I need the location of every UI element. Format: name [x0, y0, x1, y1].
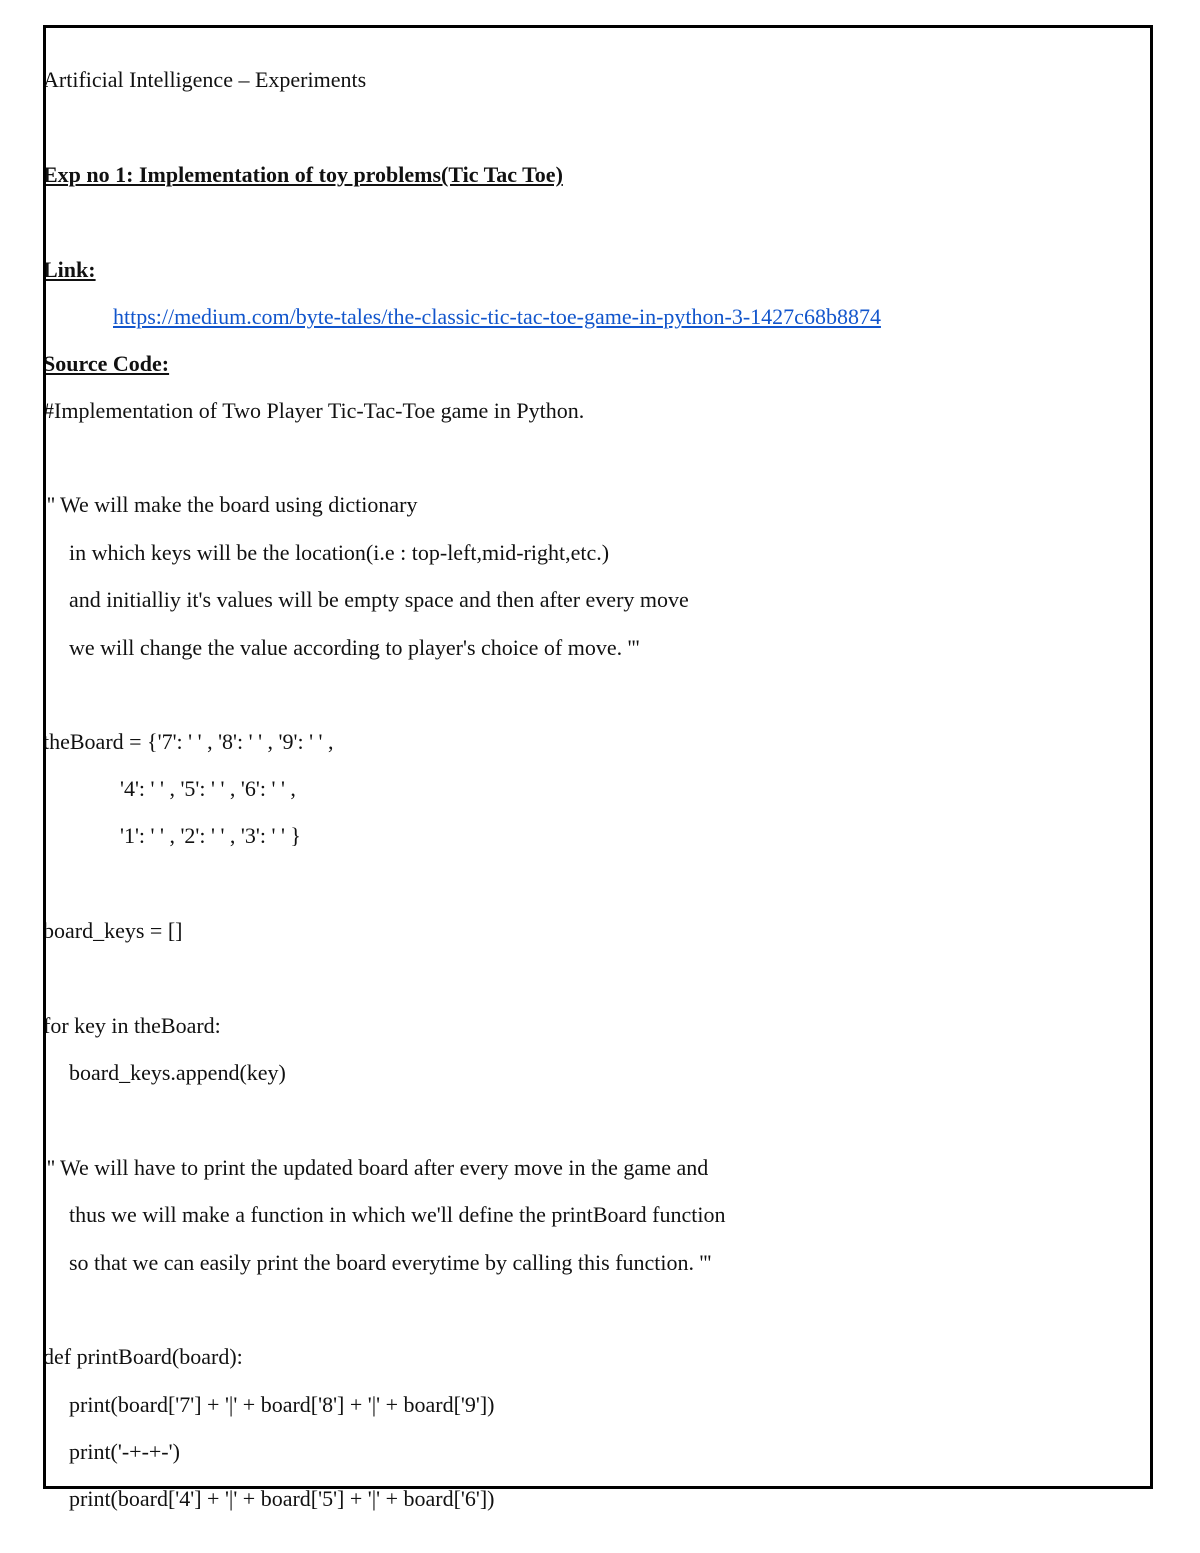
code-docstring-line: so that we can easily print the board everytime by calling this function. ''': [69, 1250, 712, 1275]
code-line: theBoard = {'7': ' ' , '8': ' ' , '9': ' ' ,: [43, 729, 334, 754]
code-docstring-line: we will change the value according to player's choice of move. ''': [69, 635, 640, 660]
code-line: '4': ' ' , '5': ' ' , '6': ' ' ,: [120, 776, 296, 801]
medium-article-link[interactable]: https://medium.com/byte-tales/the-classic-tic-tac-toe-game-in-python-3-1427c68b8874: [113, 304, 881, 329]
code-line: print('-+-+-'): [69, 1439, 180, 1464]
source-code-label: Source Code:: [43, 351, 170, 376]
code-line: print(board['7'] + '|' + board['8'] + '|' + board['9']): [69, 1392, 495, 1417]
code-docstring-line: in which keys will be the location(i.e : top-left,mid-right,etc.): [69, 540, 610, 565]
code-line: def printBoard(board):: [43, 1344, 243, 1369]
code-line: for key in theBoard:: [43, 1013, 221, 1038]
code-docstring-line: thus we will make a function in which we'll define the printBoard function: [69, 1202, 726, 1227]
code-docstring-line: '' We will have to print the updated board after every move in the game and: [47, 1155, 709, 1180]
experiment-title: Exp no 1: Implementation of toy problems(Tic Tac Toe): [43, 162, 563, 187]
document-header: Artificial Intelligence – Experiments: [43, 67, 367, 92]
code-line: board_keys.append(key): [69, 1060, 286, 1085]
code-line: print(board['4'] + '|' + board['5'] + '|' + board['6']): [69, 1486, 495, 1511]
link-label: Link:: [43, 257, 96, 282]
code-line: '1': ' ' , '2': ' ' , '3': ' ' }: [120, 823, 301, 848]
code-line: board_keys = []: [43, 918, 183, 943]
code-comment-line: #Implementation of Two Player Tic-Tac-Toe game in Python.: [43, 398, 585, 423]
code-docstring-line: '' We will make the board using dictionary: [47, 492, 418, 517]
code-docstring-line: and initialliy it's values will be empty space and then after every move: [69, 587, 689, 612]
